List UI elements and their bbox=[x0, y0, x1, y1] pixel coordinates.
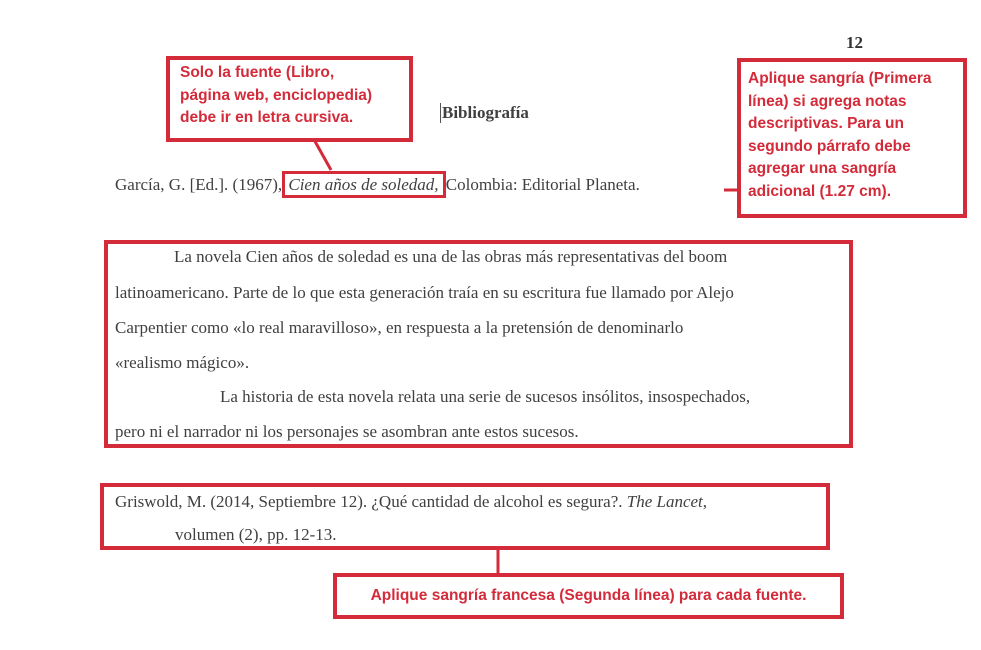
page-number: 12 bbox=[846, 33, 863, 52]
note-line: La historia de esta novela relata una serie de sucesos insólitos, insospechados, bbox=[220, 387, 751, 406]
descriptive-note-box bbox=[104, 240, 853, 448]
callout-first-line-indent bbox=[737, 58, 967, 218]
callout-line: segundo párrafo debe bbox=[748, 137, 911, 155]
reference-source-italic: The Lancet bbox=[626, 492, 703, 511]
reference-second-line: volumen (2), pp. 12-13. bbox=[175, 525, 337, 544]
reference-entry-griswold bbox=[115, 492, 707, 512]
callout-hanging-indent: Aplique sangría francesa (Segunda línea) para cada fuente. bbox=[333, 573, 844, 619]
reference-authors: García, G. [Ed.]. (1967), bbox=[115, 175, 287, 194]
reference-publisher: Colombia: Editorial Planeta. bbox=[441, 175, 640, 194]
callout-line: Solo la fuente (Libro, bbox=[180, 64, 335, 81]
note-line: Carpentier como «lo real maravilloso», en respuesta a la pretensión de denominarlo bbox=[115, 318, 684, 337]
callout-line: Aplique sangría (Primera bbox=[748, 70, 932, 87]
callout-line: línea) si agrega notas bbox=[748, 92, 907, 110]
reference-punctuation: , bbox=[702, 492, 708, 511]
callout-line: adicional (1.27 cm). bbox=[748, 182, 891, 200]
callout-line: descriptivas. Para un bbox=[748, 115, 904, 132]
page-title: Bibliografía bbox=[442, 103, 529, 122]
note-line: «realismo mágico». bbox=[115, 353, 250, 372]
reference-text: Griswold, M. (2014, Septiembre 12). ¿Qué cantidad de alcohol es segura?. bbox=[115, 492, 627, 511]
hanging-indent-reference-box bbox=[100, 483, 830, 550]
note-line: La novela Cien años de soledad es una de las obras más representativas del boom bbox=[174, 247, 728, 266]
note-line: pero ni el narrador ni los personajes se asombran ante estos sucesos. bbox=[115, 422, 579, 441]
callout-line: debe ir en letra cursiva. bbox=[180, 109, 354, 126]
callout-line: agregar una sangría bbox=[748, 160, 897, 177]
reference-entry-garcia bbox=[115, 175, 640, 195]
callout-italic-source bbox=[166, 56, 413, 142]
callout-line: página web, enciclopedia) bbox=[180, 86, 373, 104]
note-line: latinoamericano. Parte de lo que esta generación traía en su escritura fue llamado por Alejo bbox=[115, 283, 734, 302]
reference-source-italic: Cien años de soledad, bbox=[286, 175, 441, 194]
